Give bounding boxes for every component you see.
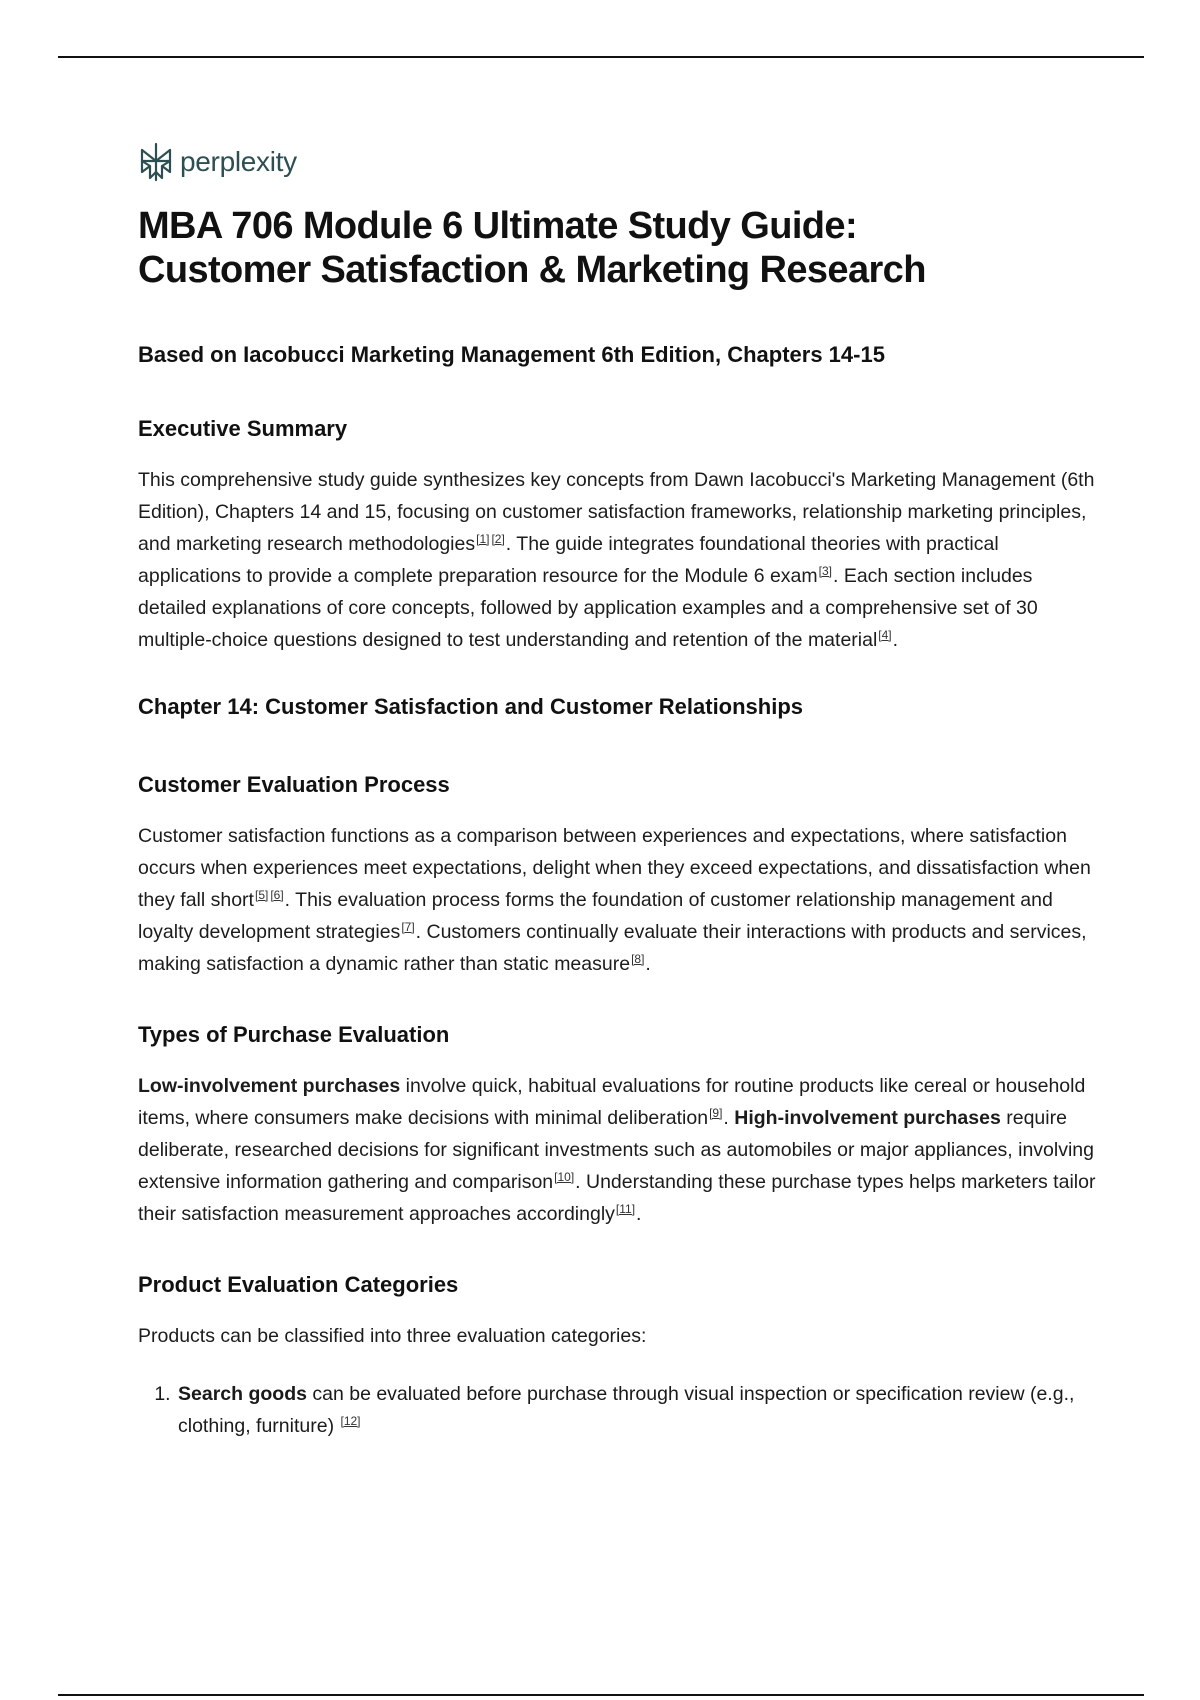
title-line-2: Customer Satisfaction & Marketing Research [138, 249, 926, 291]
citation-link[interactable]: [4] [878, 628, 892, 642]
text: . [892, 629, 899, 651]
citation-link[interactable]: [6] [270, 888, 284, 902]
text: . This evaluation process forms the foundation of customer relationship management and loyalty development strategies [138, 889, 1053, 943]
product-evaluation-intro: Products can be classified into three evaluation categories: [138, 1325, 647, 1347]
top-rule [58, 56, 1144, 58]
purchase-evaluation-paragraph [138, 1070, 1098, 1230]
title-line-1: MBA 706 Module 6 Ultimate Study Guide: [138, 205, 857, 247]
product-evaluation-heading: Product Evaluation Categories [138, 1272, 459, 1297]
page-title [138, 204, 1098, 292]
citation-link[interactable]: [11] [615, 1202, 636, 1216]
text: . [636, 1203, 642, 1225]
chapter-14-section [138, 694, 1098, 720]
bold-term: Search goods [178, 1383, 307, 1405]
bottom-rule [58, 1694, 1144, 1696]
customer-evaluation-paragraph [138, 820, 1098, 980]
customer-evaluation-section [138, 772, 1098, 980]
text: . The guide integrates foundational theories with practical applications to provide a complete preparation resource for the Module 6 exam [138, 533, 999, 587]
citation-link[interactable]: [7] [401, 920, 415, 934]
bold-term: High-involvement purchases [734, 1107, 1001, 1129]
document-body [138, 140, 1098, 1442]
citation-link[interactable]: [1] [476, 532, 490, 546]
citation-link[interactable]: [8] [631, 952, 645, 966]
purchase-evaluation-heading: Types of Purchase Evaluation [138, 1022, 450, 1047]
citation-link[interactable]: [3] [818, 564, 832, 578]
bold-term: Low-involvement purchases [138, 1075, 401, 1097]
text: Customer satisfaction functions as a comparison between experiences and expectations, where satisfaction occurs when experiences meet expectations, delight when they exceed expectations, and dissatisfaction when they fall short [138, 825, 1091, 911]
citation-link[interactable]: [2] [491, 532, 505, 546]
executive-summary-paragraph [138, 464, 1098, 656]
citation-link[interactable]: [5] [254, 888, 269, 902]
customer-evaluation-heading: Customer Evaluation Process [138, 772, 450, 797]
text: . Customers continually evaluate their interactions with products and services, making satisfaction a dynamic rather than static measure [138, 921, 1087, 975]
citation-link[interactable]: [12] [340, 1414, 361, 1428]
text: can be evaluated before purchase through visual inspection or specification review (e.g., clothing, furniture) [178, 1383, 1075, 1437]
citation-link[interactable]: [10] [554, 1170, 575, 1184]
executive-summary-heading: Executive Summary [138, 416, 348, 441]
perplexity-icon [138, 142, 174, 182]
subtitle: Based on Iacobucci Marketing Management 6th Edition, Chapters 14-15 [138, 342, 885, 367]
text: This comprehensive study guide synthesizes key concepts from Dawn Iacobucci's Marketing Management (6th Edition), Chapters 14 and 15, focusing on customer satisfaction frameworks, relationship marketing principles, and marketing research methodologies [138, 469, 1095, 555]
product-evaluation-section [138, 1272, 1098, 1442]
purchase-evaluation-section [138, 1022, 1098, 1230]
chapter-14-heading: Chapter 14: Customer Satisfaction and Customer Relationships [138, 694, 804, 719]
list-item [176, 1378, 1098, 1442]
logo-wordmark: perplexity [180, 146, 297, 177]
text: involve quick, habitual evaluations for routine products like cereal or household items, where consumers make decisions with minimal deliberation [138, 1075, 1086, 1129]
perplexity-logo [138, 140, 1098, 184]
text: require deliberate, researched decisions for significant investments such as automobiles or major appliances, involving extensive information gathering and comparison [138, 1107, 1094, 1193]
text: . Understanding these purchase types helps marketers tailor their satisfaction measurement approaches accordingly [138, 1171, 1096, 1225]
text: . Each section includes detailed explanations of core concepts, followed by application examples and a comprehensive set of 30 multiple-choice questions designed to test understanding and retention of the material [138, 565, 1038, 651]
evaluation-categories-list [138, 1378, 1098, 1442]
citation-link[interactable]: [9] [709, 1106, 723, 1120]
executive-summary-section [138, 416, 1098, 656]
text: . [723, 1107, 735, 1129]
text: . [645, 953, 651, 975]
